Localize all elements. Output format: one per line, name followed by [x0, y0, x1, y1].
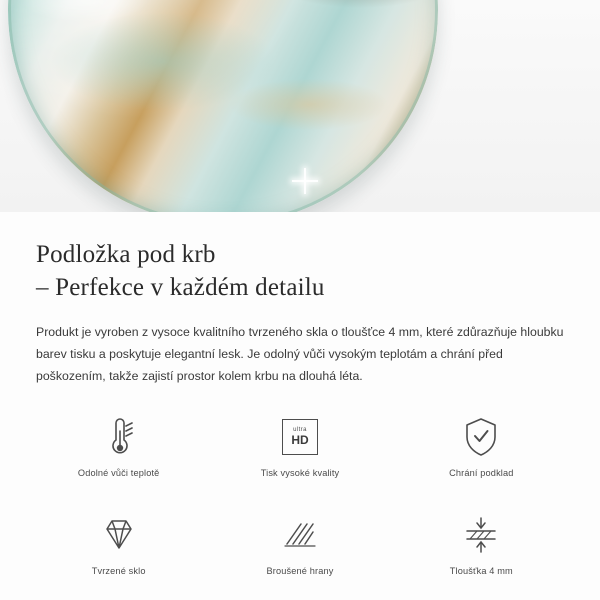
hero-image: [0, 0, 600, 212]
headline-line-1: Podložka pod krb: [36, 241, 216, 268]
feature-item-tempered-glass: [28, 512, 209, 596]
shield-check-icon: [462, 414, 500, 460]
ultra-hd-icon: [282, 414, 318, 460]
feature-label: Odolné vůči teplotě: [77, 467, 160, 478]
diamond-icon: [98, 512, 140, 558]
thermometer-icon: [99, 414, 139, 460]
feature-item-thickness: [391, 512, 572, 596]
text-content: [0, 212, 600, 388]
description-paragraph: Produkt je vyroben z vysoce kvalitního tvrzeného skla o tloušťce 4 mm, které zdůrazňuje hloubku barev tisku a poskytuje elegantní lesk. Je odolný vůči vysokým teplotám a chrání před poškozením, takže zajistí prostor kolem krbu na dlouhá léta.: [36, 325, 564, 383]
feature-item-polished-edges: [209, 512, 390, 596]
thickness-arrows-icon: [458, 512, 504, 558]
ultra-hd-badge-top: ultra: [293, 427, 307, 434]
feature-grid: [0, 414, 600, 596]
feature-label: Tvrzené sklo: [91, 565, 146, 576]
polished-edges-icon: [279, 512, 321, 558]
feature-label: Tloušťka 4 mm: [449, 565, 513, 576]
feature-label: Broušené hrany: [266, 565, 334, 576]
page-title: [36, 238, 564, 304]
glass-disc-image: [8, 0, 438, 212]
ultra-hd-badge-bottom: HD: [291, 433, 309, 448]
feature-item-print-quality: [209, 414, 390, 498]
feature-label: Chrání podklad: [449, 467, 514, 478]
feature-item-temperature: [28, 414, 209, 498]
feature-label: Tisk vysoké kvality: [260, 467, 340, 478]
headline-line-2: – Perfekce v každém detailu: [36, 274, 325, 301]
feature-item-protection: [391, 414, 572, 498]
